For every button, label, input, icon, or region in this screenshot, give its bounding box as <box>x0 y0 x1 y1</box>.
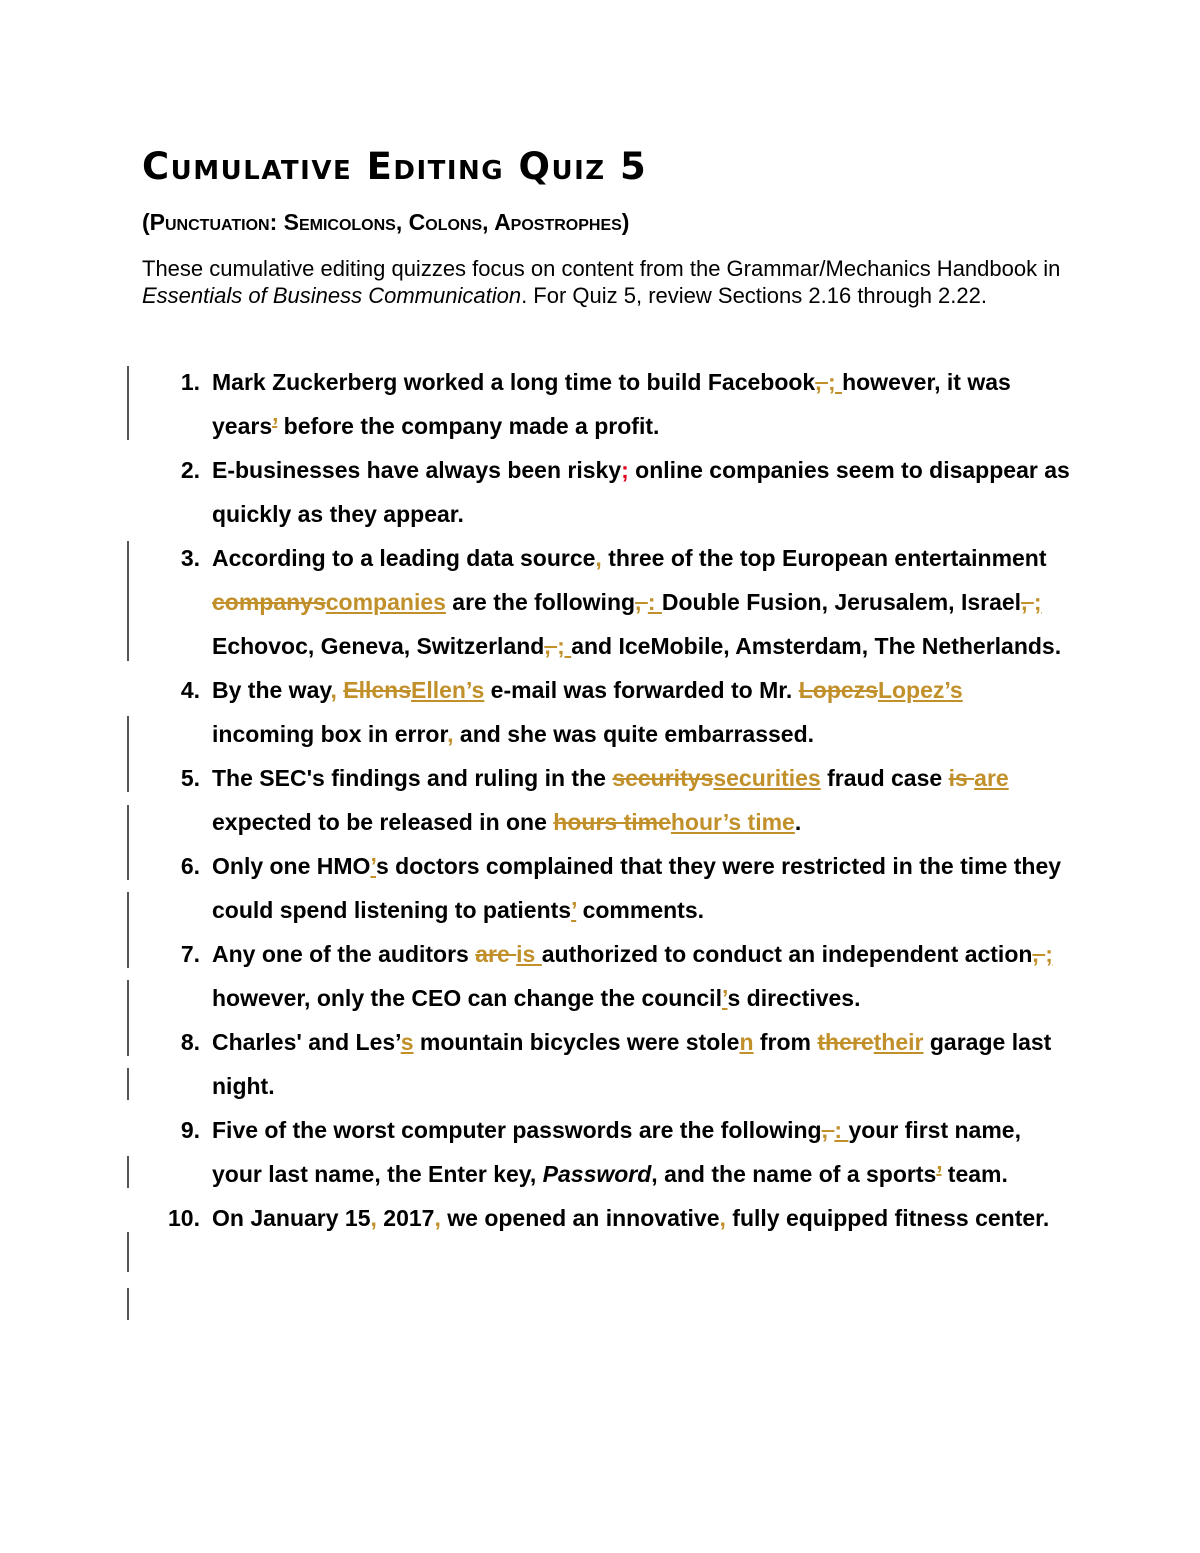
item-number: 4. <box>180 677 200 703</box>
change-bar <box>127 541 129 661</box>
item-text <box>212 360 1070 448</box>
text-run: Mark Zuckerberg worked a long time to build Facebook <box>212 369 816 395</box>
deleted-text: are <box>475 941 517 967</box>
deleted-text: Ellens <box>343 677 411 703</box>
text-run: On January 15 <box>212 1205 371 1231</box>
deleted-text: , <box>1021 589 1034 615</box>
inserted-text: , <box>447 721 454 747</box>
inserted-text: ; <box>1045 941 1053 967</box>
quiz-item <box>140 668 1070 756</box>
italic-text: Password <box>542 1161 652 1187</box>
document-subtitle: (Punctuation: Semicolons, Colons, Apostrophes) <box>142 209 630 235</box>
deleted-text: securitys <box>612 765 714 791</box>
text-run: comments. <box>576 897 705 923</box>
deleted-text: ’ <box>936 1161 942 1187</box>
item-text <box>212 756 1070 844</box>
inserted-text: ; <box>1033 589 1042 615</box>
text-run: however, it was years <box>212 369 1011 439</box>
inserted-text: , <box>370 1205 377 1231</box>
inserted-text: s <box>400 1029 414 1055</box>
quiz-item <box>140 932 1070 1020</box>
change-bar <box>127 366 129 440</box>
change-bar <box>127 1232 129 1272</box>
item-number: 3. <box>180 545 200 571</box>
text-run: fraud case <box>820 765 949 791</box>
text-run: Echovoc, Geneva, Switzerland <box>212 633 545 659</box>
inserted-text: ’ <box>571 897 577 923</box>
inserted-text: is <box>516 941 542 967</box>
change-bar <box>127 892 129 968</box>
text-run: mountain bicycles were stole <box>413 1029 740 1055</box>
deleted-text: , <box>1032 941 1046 967</box>
deleted-text: hours time <box>553 809 671 835</box>
text-run: fully equipped fitness center. <box>725 1205 1050 1231</box>
text-run: s doctors complained that they were restricted in the time they could spend listening to patients <box>212 853 1062 923</box>
change-bar <box>127 1156 129 1188</box>
item-text <box>212 668 1070 756</box>
change-bar <box>127 980 129 1056</box>
text-run: . <box>794 809 802 835</box>
text-run: and she was quite embarrassed. <box>453 721 815 747</box>
text-run: According to a leading data source <box>212 545 596 571</box>
document-title: Cumulative Editing Quiz 5 <box>142 145 648 188</box>
text-run: from <box>753 1029 818 1055</box>
item-text <box>212 844 1070 932</box>
text-run: incoming box in error <box>212 721 448 747</box>
deleted-text: there <box>817 1029 874 1055</box>
inserted-text: , <box>434 1205 441 1231</box>
quiz-item <box>140 536 1070 668</box>
intro-text-after: . For Quiz 5, review Sections 2.16 through 2.22. <box>521 283 987 308</box>
inserted-text: ; <box>557 633 572 659</box>
quiz-item <box>140 448 1070 536</box>
inserted-text: ’ <box>370 853 376 879</box>
inserted-text: companies <box>325 589 446 615</box>
text-run: Any one of the auditors <box>212 941 476 967</box>
text-run: online companies seem to disappear as quickly as they appear. <box>212 457 1070 527</box>
item-number: 7. <box>180 941 200 967</box>
inserted-text: : <box>834 1117 849 1143</box>
text-run: E-businesses have always been risky <box>212 457 622 483</box>
text-run: garage last night. <box>212 1029 1052 1099</box>
quiz-items-list <box>140 360 1070 1240</box>
text-run: , and the name of a sports <box>651 1161 937 1187</box>
text-run: authorized to conduct an independent action <box>541 941 1033 967</box>
text-run: are the following <box>445 589 636 615</box>
item-number: 8. <box>180 1029 200 1055</box>
quiz-item <box>140 1196 1070 1240</box>
inserted-text: , <box>595 545 602 571</box>
text-run: Double Fusion, Jerusalem, Israel <box>661 589 1022 615</box>
quiz-item <box>140 1108 1070 1196</box>
inserted-text: are <box>974 765 1009 791</box>
text-run: three of the top European entertainment <box>601 545 1047 571</box>
deleted-text: Lopezs <box>798 677 878 703</box>
intro-text-before: These cumulative editing quizzes focus on content from the Grammar/Mechanics Handbook in <box>142 256 1061 281</box>
text-run: s directives. <box>727 985 861 1011</box>
item-number: 10. <box>168 1205 200 1231</box>
text-run: we opened an innovative <box>440 1205 720 1231</box>
intro-paragraph <box>142 255 1072 309</box>
item-number: 6. <box>180 853 200 879</box>
text-run: team. <box>941 1161 1008 1187</box>
item-number: 9. <box>180 1117 200 1143</box>
change-bar <box>127 1068 129 1100</box>
deleted-text: , <box>815 369 829 395</box>
inserted-text: , <box>719 1205 726 1231</box>
inserted-text: : <box>647 589 662 615</box>
text-run: 2017 <box>376 1205 435 1231</box>
text-run: however, only the CEO can change the council <box>212 985 722 1011</box>
text-run: your first name, your last name, the Enter key, <box>212 1117 1021 1187</box>
text-run: e-mail was forwarded to Mr. <box>484 677 799 703</box>
item-text <box>212 1196 1070 1240</box>
item-text <box>212 1108 1070 1196</box>
deleted-text: , <box>544 633 558 659</box>
text-run: expected to be released in one <box>212 809 554 835</box>
inserted-text: ’ <box>721 985 728 1011</box>
item-text <box>212 1020 1070 1108</box>
quiz-item <box>140 360 1070 448</box>
change-bar <box>127 1288 129 1320</box>
change-bar <box>127 716 129 792</box>
inserted-text: n <box>739 1029 754 1055</box>
deleted-text: companys <box>212 589 326 615</box>
text-run: Five of the worst computer passwords are the following <box>212 1117 822 1143</box>
quiz-item <box>140 844 1070 932</box>
inserted-text: hour’s time <box>670 809 795 835</box>
highlighted-text: ; <box>621 457 629 483</box>
text-run: Only one HMO <box>212 853 371 879</box>
text-run: Charles' and Les’ <box>212 1029 401 1055</box>
item-number: 1. <box>180 369 200 395</box>
inserted-text: their <box>873 1029 924 1055</box>
item-text <box>212 448 1070 536</box>
text-run: By the way <box>212 677 331 703</box>
item-text <box>212 536 1070 668</box>
inserted-text: ; <box>828 369 843 395</box>
quiz-item <box>140 756 1070 844</box>
intro-book-title: Essentials of Business Communication <box>142 283 522 308</box>
quiz-item <box>140 1020 1070 1108</box>
text-run: The SEC's findings and ruling in the <box>212 765 613 791</box>
text-run: and IceMobile, Amsterdam, The Netherlands. <box>571 633 1062 659</box>
inserted-text: securities <box>713 765 821 791</box>
deleted-text: , <box>821 1117 835 1143</box>
deleted-text: ’ <box>272 413 278 439</box>
item-number: 2. <box>180 457 200 483</box>
change-bar <box>127 805 129 880</box>
inserted-text: Ellen’s <box>411 677 485 703</box>
inserted-text: , <box>330 677 337 703</box>
item-number: 5. <box>180 765 200 791</box>
deleted-text: , <box>635 589 648 615</box>
text-run: before the company made a profit. <box>277 413 660 439</box>
item-text <box>212 932 1070 1020</box>
inserted-text: Lopez’s <box>877 677 963 703</box>
deleted-text: is <box>948 765 975 791</box>
